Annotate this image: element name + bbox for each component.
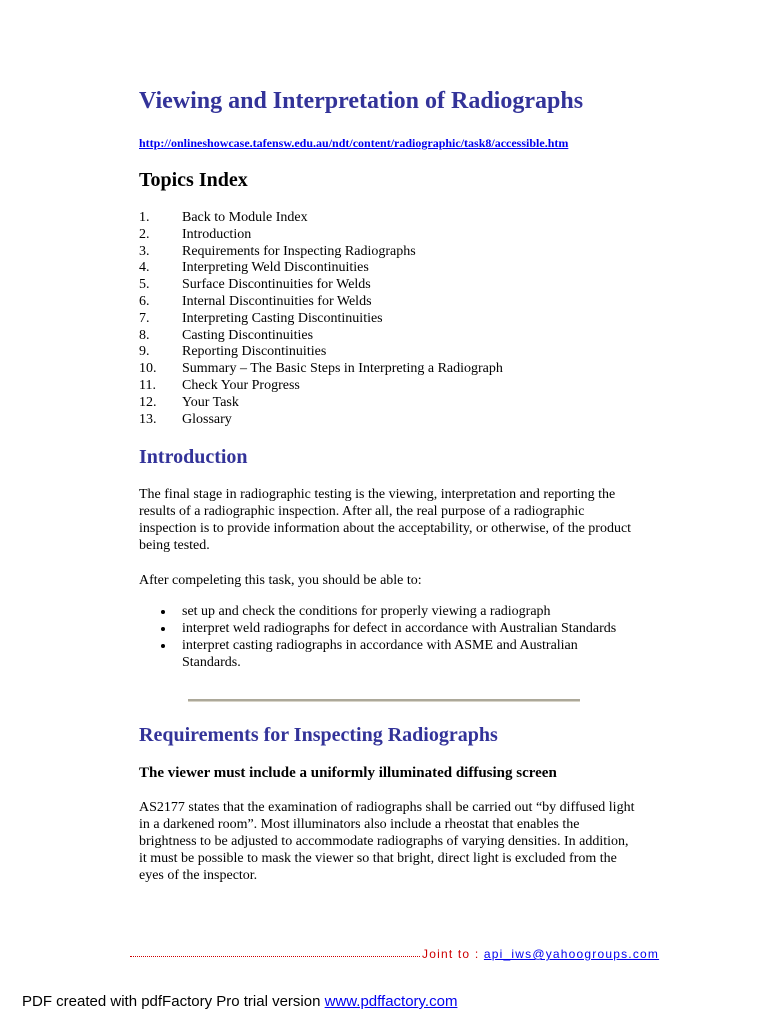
topic-number: 10. (139, 361, 157, 377)
topic-label: Requirements for Inspecting Radiographs (182, 243, 416, 259)
topic-label: Introduction (182, 226, 252, 242)
topic-number: 2. (139, 226, 150, 242)
topic-label: Glossary (182, 411, 232, 427)
viewer-subheading: The viewer must include a uniformly illuminated diffusing screen (139, 765, 557, 781)
footer-dotted-rule (130, 956, 420, 957)
pdf-banner-text: PDF created with pdfFactory Pro trial version (22, 993, 325, 1010)
topic-item[interactable] (139, 328, 503, 345)
topic-number: 5. (139, 277, 150, 293)
objectives-list (139, 603, 639, 671)
topic-item[interactable] (139, 311, 503, 328)
objective-item: set up and check the conditions for properly viewing a radiograph (139, 603, 639, 620)
topic-item[interactable] (139, 277, 503, 294)
topic-label: Summary – The Basic Steps in Interpreting a Radiograph (182, 361, 503, 377)
pdffactory-link[interactable]: www.pdffactory.com (324, 993, 458, 1010)
topic-number: 4. (139, 260, 150, 276)
introduction-heading: Introduction (139, 446, 248, 468)
topic-item[interactable] (139, 361, 503, 378)
topic-item[interactable] (139, 344, 503, 361)
topic-item[interactable] (139, 395, 503, 412)
footer-join (422, 947, 659, 961)
document-title: Viewing and Interpretation of Radiographs (139, 88, 584, 114)
topic-item[interactable] (139, 227, 503, 244)
objective-item: interpret casting radiographs in accordance with ASME and Australian Standards. (139, 637, 639, 671)
topic-number: 13. (139, 411, 157, 427)
topic-label: Check Your Progress (182, 377, 300, 393)
requirements-heading: Requirements for Inspecting Radiographs (139, 724, 498, 746)
topic-number: 11. (139, 377, 156, 393)
topic-label: Internal Discontinuities for Welds (182, 293, 372, 309)
introduction-paragraph: The final stage in radiographic testing is the viewing, interpretation and reporting the results of a radiographic inspection. After all, the real purpose of a radiographic inspection is to provide information about the acceptability, or otherwise, of the product being tested. (139, 487, 632, 553)
topic-item[interactable] (139, 244, 503, 261)
requirements-paragraph: AS2177 states that the examination of radiographs shall be carried out “by diffused light in a darkened room”. Most illuminators also include a rheostat that enables the brightness to be adjusted to accommodate radiographs of varying densities. In addition, it must be possible to mask the viewer so that bright, direct light is excluded from the eyes of the inspector. (139, 800, 635, 883)
objective-item: interpret weld radiographs for defect in accordance with Australian Standards (139, 620, 639, 637)
topic-item[interactable] (139, 378, 503, 395)
topic-number: 1. (139, 210, 150, 225)
topic-item[interactable] (139, 294, 503, 311)
topic-label: Back to Module Index (182, 210, 308, 225)
topic-number: 12. (139, 394, 157, 410)
topic-item[interactable] (139, 210, 503, 227)
footer-join-label: Joint to : (422, 947, 484, 961)
topics-index-heading: Topics Index (139, 169, 248, 191)
topic-label: Surface Discontinuities for Welds (182, 277, 371, 293)
topic-label: Reporting Discontinuities (182, 344, 327, 360)
topic-item[interactable] (139, 412, 503, 429)
topic-number: 8. (139, 327, 150, 343)
topic-label: Casting Discontinuities (182, 327, 314, 343)
pdf-factory-banner (22, 993, 457, 1010)
topic-number: 3. (139, 243, 150, 259)
source-url-link[interactable]: http://onlineshowcase.tafensw.edu.au/ndt/content/radiographic/task8/accessible.htm (139, 136, 569, 150)
topic-number: 9. (139, 344, 150, 360)
topic-label: Interpreting Casting Discontinuities (182, 310, 383, 326)
topic-item[interactable] (139, 260, 503, 277)
footer-email-link[interactable]: api_iws@yahoogroups.com (483, 947, 660, 961)
objectives-intro: After compeleting this task, you should be able to: (139, 573, 422, 588)
topic-number: 7. (139, 310, 150, 326)
topic-label: Your Task (182, 394, 239, 410)
topic-number: 6. (139, 293, 150, 309)
topics-list (139, 210, 503, 428)
section-divider (188, 699, 580, 702)
topic-label: Interpreting Weld Discontinuities (182, 260, 369, 276)
